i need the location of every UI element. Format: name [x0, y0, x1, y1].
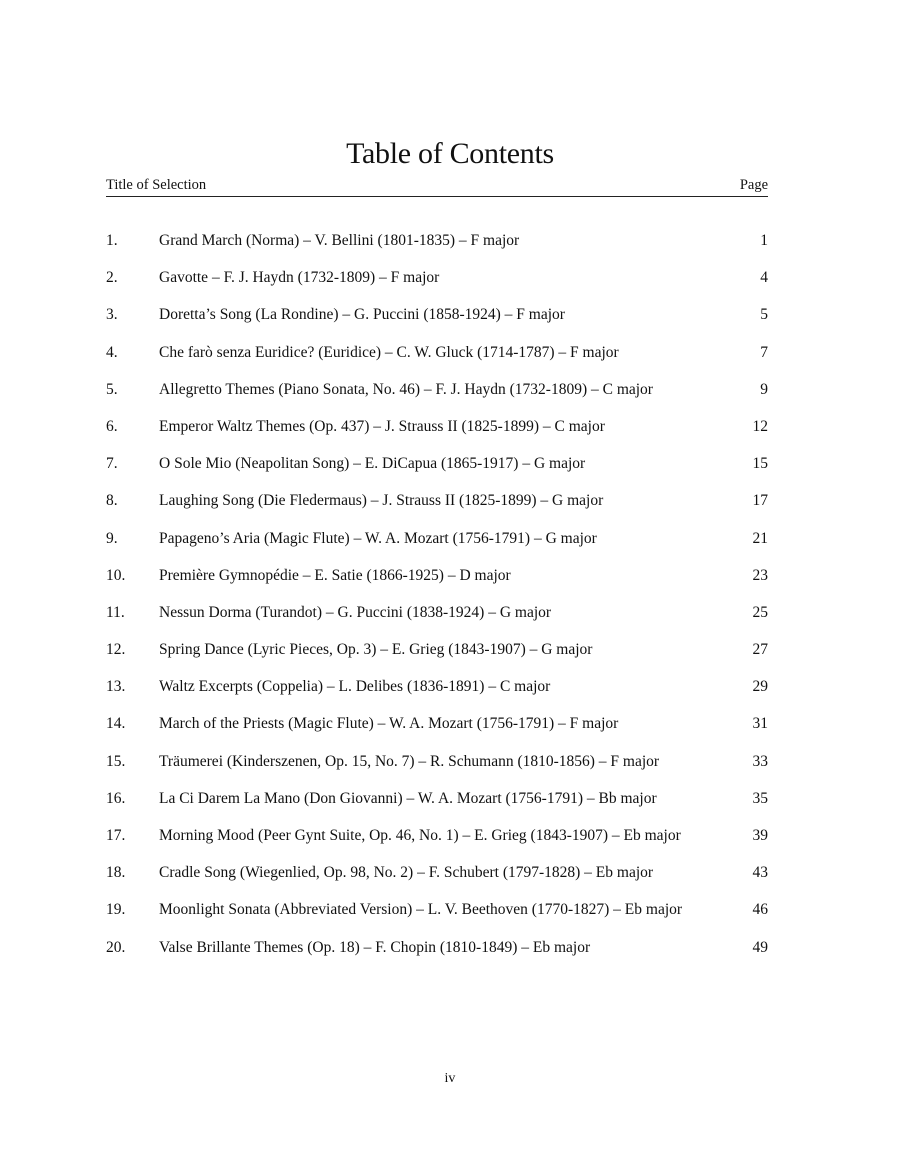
toc-entry-page: 31	[752, 715, 768, 733]
toc-entry-title: Spring Dance (Lyric Pieces, Op. 3) – E. Grieg (1843-1907) – G major	[159, 641, 593, 659]
toc-entry-page: 33	[752, 752, 768, 770]
toc-entry-title: Grand March (Norma) – V. Bellini (1801-1835) – F major	[159, 232, 520, 249]
toc-entry-title: Nessun Dorma (Turandot) – G. Puccini (1838-1924) – G major	[159, 603, 552, 621]
toc-entry-number: 19.	[106, 901, 126, 919]
toc-entry-page: 49	[752, 938, 768, 956]
toc-entry	[106, 529, 768, 566]
toc-entry-page: 21	[752, 529, 768, 547]
column-header-page: Page	[739, 177, 768, 193]
toc-entry-title: Gavotte – F. J. Haydn (1732-1809) – F major	[159, 269, 440, 287]
toc-entry	[106, 900, 768, 937]
toc-entry	[106, 789, 768, 826]
toc-entry-number: 8.	[106, 492, 118, 510]
toc-entry-number: 10.	[106, 566, 126, 584]
toc-entry-page: 15	[752, 455, 768, 473]
toc-entry-page: 12	[752, 417, 768, 435]
toc-entry-page: 9	[760, 380, 768, 398]
toc-list	[106, 231, 768, 975]
toc-entry-page: 35	[752, 789, 768, 807]
toc-entry-title: La Ci Darem La Mano (Don Giovanni) – W. A. Mozart (1756-1791) – Bb major	[159, 789, 657, 807]
column-header-row	[106, 176, 768, 197]
toc-entry-title: March of the Priests (Magic Flute) – W. A. Mozart (1756-1791) – F major	[159, 715, 619, 733]
toc-entry	[106, 268, 768, 305]
toc-entry-page: 23	[752, 566, 768, 584]
toc-entry-number: 14.	[106, 715, 126, 733]
toc-entry	[106, 417, 768, 454]
toc-entry-title: Première Gymnopédie – E. Satie (1866-1925) – D major	[159, 566, 511, 584]
toc-entry	[106, 380, 768, 417]
toc-entry-title: Che farò senza Euridice? (Euridice) – C. W. Gluck (1714-1787) – F major	[159, 343, 619, 361]
toc-entry-page: 27	[752, 641, 768, 659]
toc-entry	[106, 677, 768, 714]
toc-entry-number: 11.	[106, 603, 125, 621]
toc-entry-page: 17	[752, 492, 768, 510]
toc-entry-page: 25	[752, 603, 768, 621]
toc-entry	[106, 603, 768, 640]
toc-entry	[106, 640, 768, 677]
toc-entry-page: 4	[760, 269, 768, 287]
toc-entry-title: Moonlight Sonata (Abbreviated Version) – L. V. Beethoven (1770-1827) – Eb major	[159, 901, 683, 919]
toc-entry	[106, 231, 768, 268]
toc-entry-page: 39	[752, 827, 768, 844]
page-title: Table of Contents	[346, 137, 554, 171]
toc-entry	[106, 938, 768, 975]
toc-entry	[106, 714, 768, 751]
toc-entry-number: 15.	[106, 752, 126, 770]
toc-entry-number: 18.	[106, 864, 126, 882]
toc-entry-number: 6.	[106, 417, 118, 435]
toc-entry-number: 1.	[106, 232, 118, 249]
toc-entry	[106, 826, 768, 863]
toc-entry-number: 7.	[106, 455, 118, 473]
toc-entry-page: 43	[752, 864, 768, 882]
toc-entry	[106, 752, 768, 789]
toc-entry-page: 7	[760, 343, 768, 361]
toc-entry-title: Emperor Waltz Themes (Op. 437) – J. Strauss II (1825-1899) – C major	[159, 417, 605, 435]
toc-entry-title: Papageno’s Aria (Magic Flute) – W. A. Mozart (1756-1791) – G major	[159, 529, 597, 547]
toc-entry	[106, 454, 768, 491]
toc-entry-title: O Sole Mio (Neapolitan Song) – E. DiCapua (1865-1917) – G major	[159, 455, 586, 473]
toc-entry	[106, 343, 768, 380]
toc-entry-title: Doretta’s Song (La Rondine) – G. Puccini (1858-1924) – F major	[159, 306, 565, 324]
toc-entry-number: 12.	[106, 641, 126, 659]
toc-entry-title: Allegretto Themes (Piano Sonata, No. 46) – F. J. Haydn (1732-1809) – C major	[159, 380, 653, 398]
toc-entry-title: Laughing Song (Die Fledermaus) – J. Strauss II (1825-1899) – G major	[159, 492, 604, 510]
toc-entry	[106, 491, 768, 528]
toc-entry	[106, 305, 768, 342]
toc-entry-title: Valse Brillante Themes (Op. 18) – F. Chopin (1810-1849) – Eb major	[159, 938, 591, 956]
toc-entry-page: 46	[752, 901, 768, 919]
toc-entry-number: 13.	[106, 678, 126, 696]
toc-entry-number: 20.	[106, 938, 126, 956]
column-header-title: Title of Selection	[106, 177, 207, 193]
toc-entry-number: 4.	[106, 343, 118, 361]
toc-entry-number: 17.	[106, 827, 126, 844]
toc-entry-number: 3.	[106, 306, 118, 324]
toc-entry-title: Träumerei (Kinderszenen, Op. 15, No. 7) – R. Schumann (1810-1856) – F major	[159, 752, 660, 770]
page-number: iv	[444, 1071, 456, 1086]
toc-entry-title: Morning Mood (Peer Gynt Suite, Op. 46, No. 1) – E. Grieg (1843-1907) – Eb major	[159, 827, 681, 844]
toc-entry-number: 9.	[106, 529, 118, 547]
toc-entry-number: 5.	[106, 380, 118, 398]
toc-entry-number: 2.	[106, 269, 118, 287]
toc-entry	[106, 566, 768, 603]
toc-entry	[106, 863, 768, 900]
toc-entry-page: 5	[760, 306, 768, 324]
toc-entry-page: 29	[752, 678, 768, 696]
toc-entry-title: Waltz Excerpts (Coppelia) – L. Delibes (1836-1891) – C major	[159, 678, 551, 696]
toc-entry-page: 1	[760, 232, 768, 249]
toc-entry-title: Cradle Song (Wiegenlied, Op. 98, No. 2) – F. Schubert (1797-1828) – Eb major	[159, 864, 654, 882]
toc-entry-number: 16.	[106, 789, 126, 807]
